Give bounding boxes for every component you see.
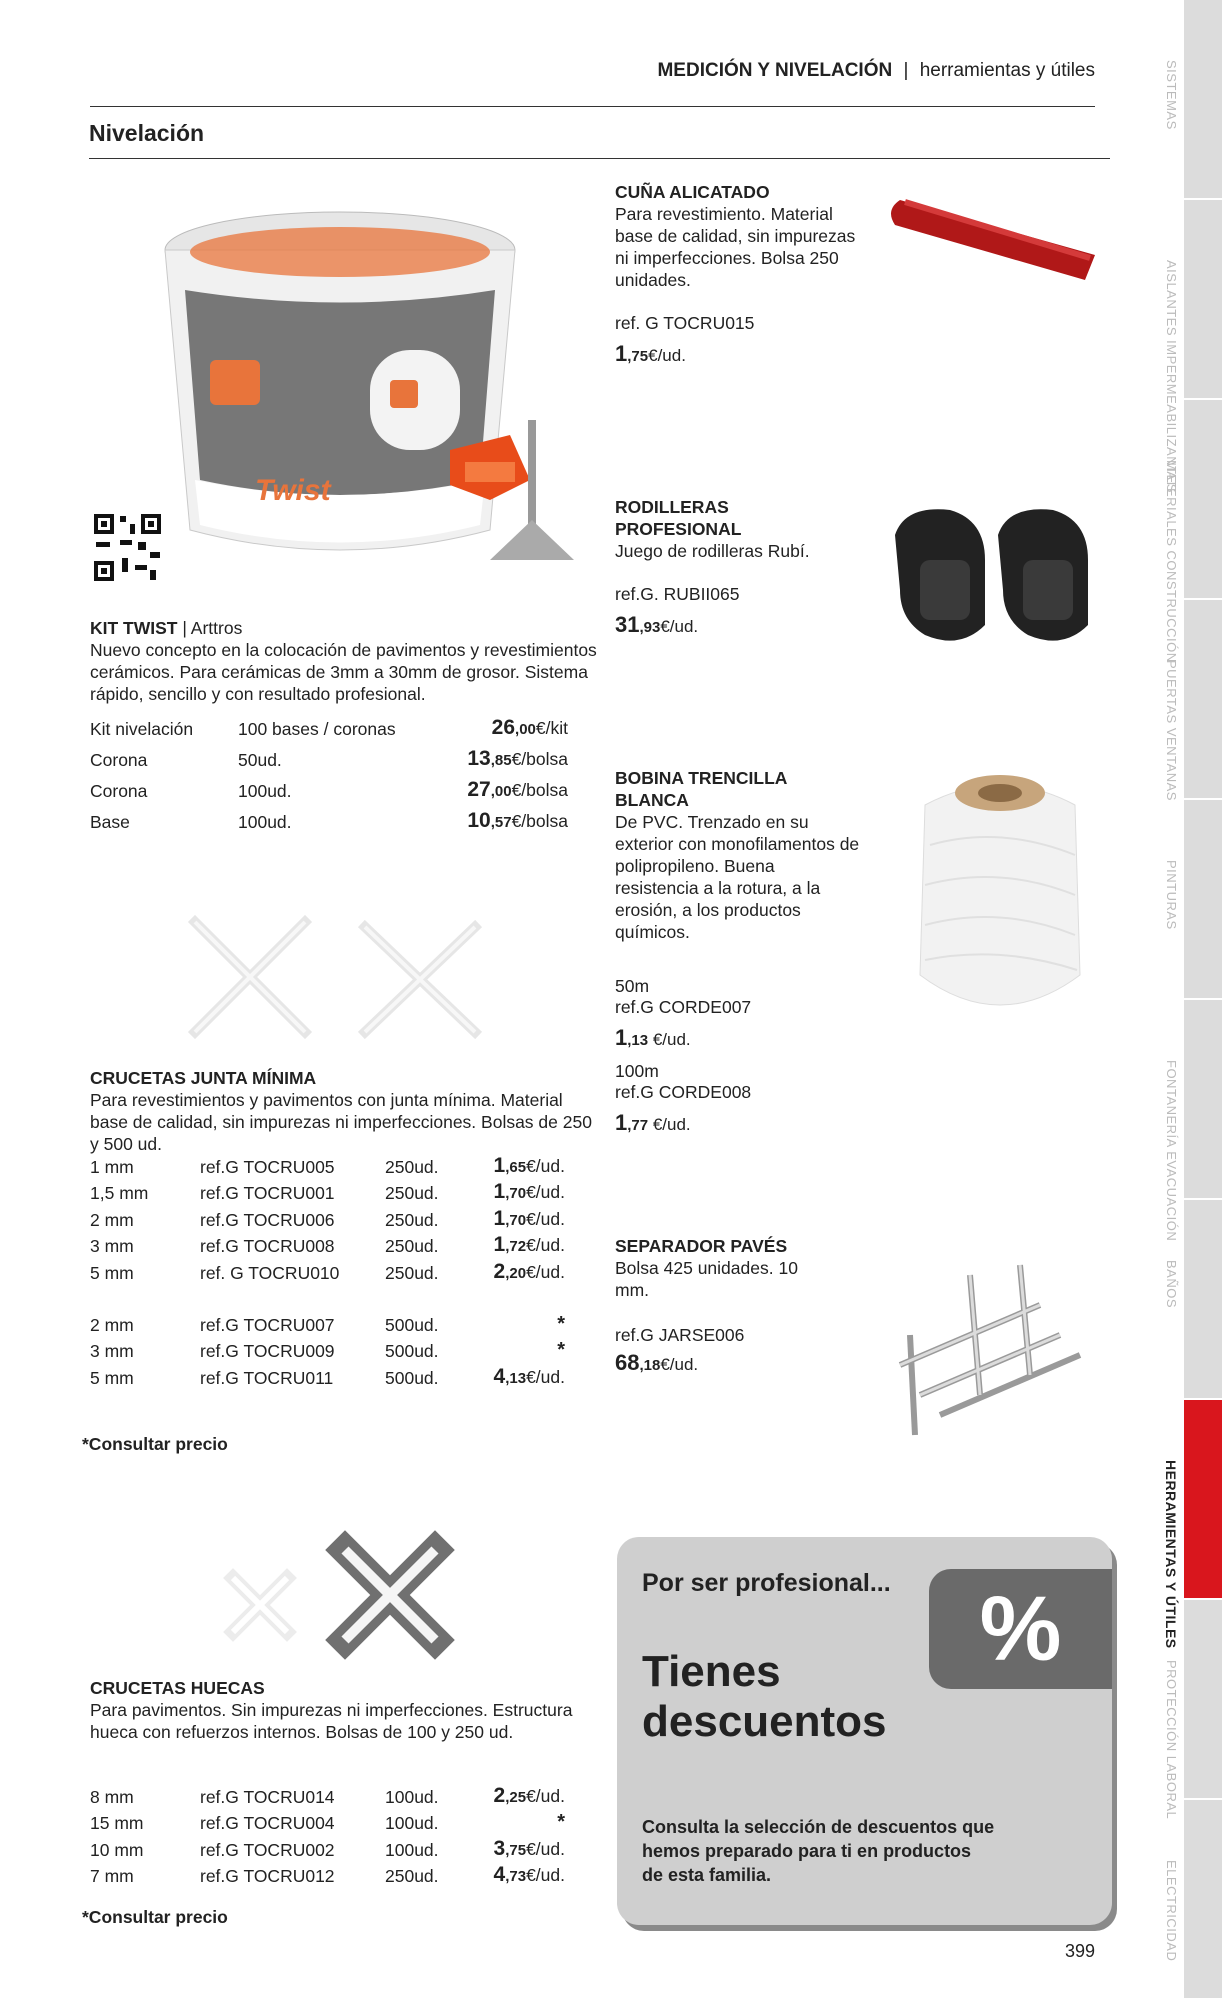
price-row [90, 1204, 565, 1231]
rodilleras-image [880, 500, 1100, 655]
bobina-image [915, 765, 1085, 1025]
bucket-logo: Twist [255, 474, 331, 507]
price: 1,65€/ud. [493, 1153, 565, 1177]
product-quantity: 250ud. [385, 1183, 439, 1203]
percent-icon: % [929, 1569, 1112, 1689]
product-ref: ref.G TOCRU001 [200, 1183, 335, 1203]
price-row [90, 1231, 565, 1258]
side-tab[interactable] [1184, 400, 1222, 600]
bobina-title: BOBINA TRENCILLA BLANCA [615, 768, 787, 810]
price-row [90, 1861, 565, 1888]
product-ref: ref.G TOCRU009 [200, 1341, 335, 1361]
price: 27,00€/bolsa [467, 778, 568, 801]
price: 26,00€/kit [491, 716, 568, 739]
price: 1,70€/ud. [493, 1180, 565, 1203]
product-name: Corona [90, 781, 148, 801]
kit-twist-brand: | Arttros [182, 618, 243, 638]
product-quantity: 250ud. [385, 1156, 439, 1177]
crucetas-minima-description: Para revestimientos y pavimentos con junta mínima. Material base de calidad, sin impurezas ni imperfecciones. Bolsas de 250 y 500 ud. [90, 1090, 592, 1154]
price: 13,85€/bolsa [467, 747, 568, 770]
product-quantity: 100ud. [385, 1839, 439, 1860]
crucetas-minima-image [185, 912, 505, 1042]
product-quantity: 250ud. [385, 1262, 439, 1283]
cuna-title: CUÑA ALICATADO [615, 182, 770, 202]
header-subsection: herramientas y útiles [919, 60, 1095, 81]
section-title: Nivelación [89, 120, 1110, 159]
bobina-100m-ref: ref.G CORDE008 [615, 1082, 752, 1102]
price: 4,13€/ud. [493, 1364, 565, 1388]
product-quantity: 100 bases / coronas [238, 719, 396, 739]
side-tab-label[interactable]: HERRAMIENTAS Y ÚTILES [1163, 1460, 1179, 1649]
promo-text: Consulta la selección de descuentos que hemos preparado para ti en productos de esta familia. [642, 1817, 995, 1885]
price-row [90, 709, 568, 740]
price-row [90, 1151, 565, 1178]
crucetas-huecas-title: CRUCETAS HUECAS [90, 1678, 265, 1698]
side-tab-label[interactable]: BAÑOS [1164, 1260, 1179, 1309]
price-row [90, 740, 568, 771]
product-size: 2 mm [90, 1209, 134, 1230]
kit-twist-price-table [90, 709, 568, 833]
product-size: 10 mm [90, 1839, 144, 1860]
bobina-50m-price: 1,13 €/ud. [615, 1025, 691, 1050]
product-ref: ref.G TOCRU005 [200, 1156, 335, 1177]
cuna-ref: ref. G TOCRU015 [615, 313, 755, 333]
consult-price-star: * [557, 1339, 565, 1361]
crucetas-minima-price-table [90, 1151, 565, 1389]
crucetas-huecas-note: *Consultar precio [82, 1907, 228, 1927]
product-size: 5 mm [90, 1367, 134, 1388]
product-ref: ref.G TOCRU014 [200, 1786, 335, 1807]
product-size: 7 mm [90, 1866, 134, 1886]
side-tab[interactable] [1184, 1600, 1222, 1800]
product-ref: ref.G TOCRU006 [200, 1209, 335, 1230]
kit-twist-title: KIT TWIST [90, 618, 178, 638]
price: 10,57€/bolsa [467, 809, 568, 832]
product-quantity: 250ud. [385, 1236, 439, 1256]
price-row [90, 1284, 565, 1336]
consult-price-star: * [557, 1312, 565, 1335]
product-name: Kit nivelación [90, 719, 194, 739]
bobina-50m-length: 50m [615, 976, 650, 996]
rodilleras-title: RODILLERAS PROFESIONAL [615, 497, 742, 539]
cuna-description: Para revestimiento. Material base de calidad, sin impurezas ni imperfecciones. Bolsa 250 unidades. [615, 204, 856, 290]
side-tab[interactable] [1184, 1000, 1222, 1200]
promo-headline: Tienes descuentos [642, 1647, 887, 1746]
cuna-price: 1,75€/ud. [615, 341, 686, 366]
rodilleras-description: Juego de rodilleras Rubí. [615, 541, 810, 561]
bobina-100m-length: 100m [615, 1061, 659, 1081]
discount-promo-box[interactable] [617, 1537, 1112, 1925]
crucetas-huecas-image [220, 1530, 460, 1660]
side-tab[interactable] [1184, 800, 1222, 1000]
price: 3,75€/ud. [493, 1836, 565, 1860]
side-tab[interactable] [1184, 1400, 1222, 1600]
separador-description: Bolsa 425 unidades. 10 mm. [615, 1258, 798, 1300]
side-tab[interactable] [1184, 0, 1222, 200]
product-quantity: 50ud. [238, 750, 282, 770]
crucetas-huecas-price-table [90, 1781, 565, 1887]
product-quantity: 500ud. [385, 1341, 439, 1361]
crucetas-minima-note: *Consultar precio [82, 1434, 228, 1454]
separador-image [870, 1245, 1100, 1450]
product-quantity: 500ud. [385, 1314, 439, 1335]
price-row [90, 1178, 565, 1205]
bobina-50m-ref: ref.G CORDE007 [615, 997, 752, 1017]
side-tab-label[interactable]: SISTEMAS [1164, 60, 1179, 130]
kit-twist-description: Nuevo concepto en la colocación de pavimentos y revestimientos cerámicos. Para cerámicas de 3mm a 30mm de grosor. Sistema rápido, sencillo y con resultado profesional. [90, 640, 597, 704]
product-ref: ref.G TOCRU004 [200, 1813, 335, 1833]
bobina-description: De PVC. Trenzado en su exterior con monofilamentos de polipropileno. Buena resistencia a la rotura, a la erosión, a los productos químicos. [615, 812, 860, 942]
product-quantity: 500ud. [385, 1367, 439, 1388]
product-size: 1,5 mm [90, 1183, 149, 1203]
kit-twist-image [90, 180, 600, 600]
side-tab[interactable] [1184, 600, 1222, 800]
price: 1,72€/ud. [493, 1233, 565, 1256]
side-tab-bar [1184, 0, 1222, 2000]
product-size: 15 mm [90, 1813, 144, 1833]
price-row [90, 802, 568, 833]
product-ref: ref.G TOCRU012 [200, 1866, 335, 1886]
product-size: 3 mm [90, 1236, 134, 1256]
side-tab-label[interactable]: PUERTAS VENTANAS [1164, 660, 1179, 801]
consult-price-star: * [557, 1811, 565, 1833]
qr-code [90, 510, 165, 585]
price-row [90, 1808, 565, 1835]
side-tab-label[interactable]: PROTECCIÓN LABORAL [1164, 1660, 1179, 1820]
product-ref: ref.G TOCRU002 [200, 1839, 335, 1860]
rodilleras-price: 31,93€/ud. [615, 612, 699, 637]
side-tab[interactable] [1184, 1200, 1222, 1400]
header-section: MEDICIÓN Y NIVELACIÓN [657, 60, 893, 81]
page-number: 399 [1065, 1941, 1096, 1961]
price-row [90, 1362, 565, 1389]
price-row [90, 1257, 565, 1284]
product-name: Corona [90, 750, 148, 770]
header-separator: | [903, 60, 909, 81]
separador-ref: ref.G JARSE006 [615, 1325, 745, 1345]
side-tab-label[interactable]: PINTURAS [1164, 860, 1179, 930]
product-quantity: 100ud. [238, 812, 292, 832]
product-size: 3 mm [90, 1341, 134, 1361]
product-ref: ref.G TOCRU011 [200, 1367, 334, 1388]
side-tab-label[interactable]: FONTANERÍA EVACUACIÓN [1164, 1060, 1179, 1242]
price: 2,20€/ud. [493, 1259, 565, 1283]
price-row [90, 1336, 565, 1363]
product-ref: ref.G TOCRU008 [200, 1236, 335, 1256]
bobina-100m-price: 1,77 €/ud. [615, 1110, 691, 1135]
product-quantity: 100ud. [385, 1813, 439, 1833]
kit-twist-title-line [90, 617, 242, 639]
side-tab[interactable] [1184, 1800, 1222, 2000]
promo-question: Por ser profesional... [642, 1569, 891, 1597]
side-tab-label[interactable]: ELECTRICIDAD [1164, 1860, 1179, 1962]
price-row [90, 1781, 565, 1808]
product-name: Base [90, 812, 130, 832]
side-tab-label[interactable]: AISLANTES IMPERMEABILIZANTES [1164, 260, 1179, 493]
product-size: 2 mm [90, 1314, 134, 1335]
separador-title: SEPARADOR PAVÉS [615, 1236, 788, 1256]
product-quantity: 250ud. [385, 1209, 439, 1230]
side-tab[interactable] [1184, 200, 1222, 400]
price: 1,70€/ud. [493, 1206, 565, 1230]
product-ref: ref. G TOCRU010 [200, 1262, 340, 1283]
product-quantity: 250ud. [385, 1866, 439, 1886]
separador-price: 68,18€/ud. [615, 1350, 699, 1375]
price-row [90, 1834, 565, 1861]
crucetas-minima-title: CRUCETAS JUNTA MÍNIMA [90, 1068, 317, 1088]
crucetas-huecas-description: Para pavimentos. Sin impurezas ni imperfecciones. Estructura hueca con refuerzos internos. Bolsas de 100 y 250 ud. [90, 1700, 573, 1742]
product-size: 5 mm [90, 1262, 134, 1283]
price: 2,25€/ud. [493, 1783, 565, 1807]
cuna-image [880, 180, 1100, 290]
page-header [90, 58, 1095, 107]
product-quantity: 100ud. [238, 781, 292, 801]
product-size: 1 mm [90, 1156, 134, 1177]
product-ref: ref.G TOCRU007 [200, 1314, 335, 1335]
product-quantity: 100ud. [385, 1786, 439, 1807]
price-row [90, 771, 568, 802]
side-tab-label[interactable]: MATERIALES CONSTRUCCIÓN [1164, 460, 1179, 663]
price: 4,73€/ud. [493, 1863, 565, 1886]
rodilleras-ref: ref.G. RUBII065 [615, 584, 740, 604]
product-size: 8 mm [90, 1786, 134, 1807]
